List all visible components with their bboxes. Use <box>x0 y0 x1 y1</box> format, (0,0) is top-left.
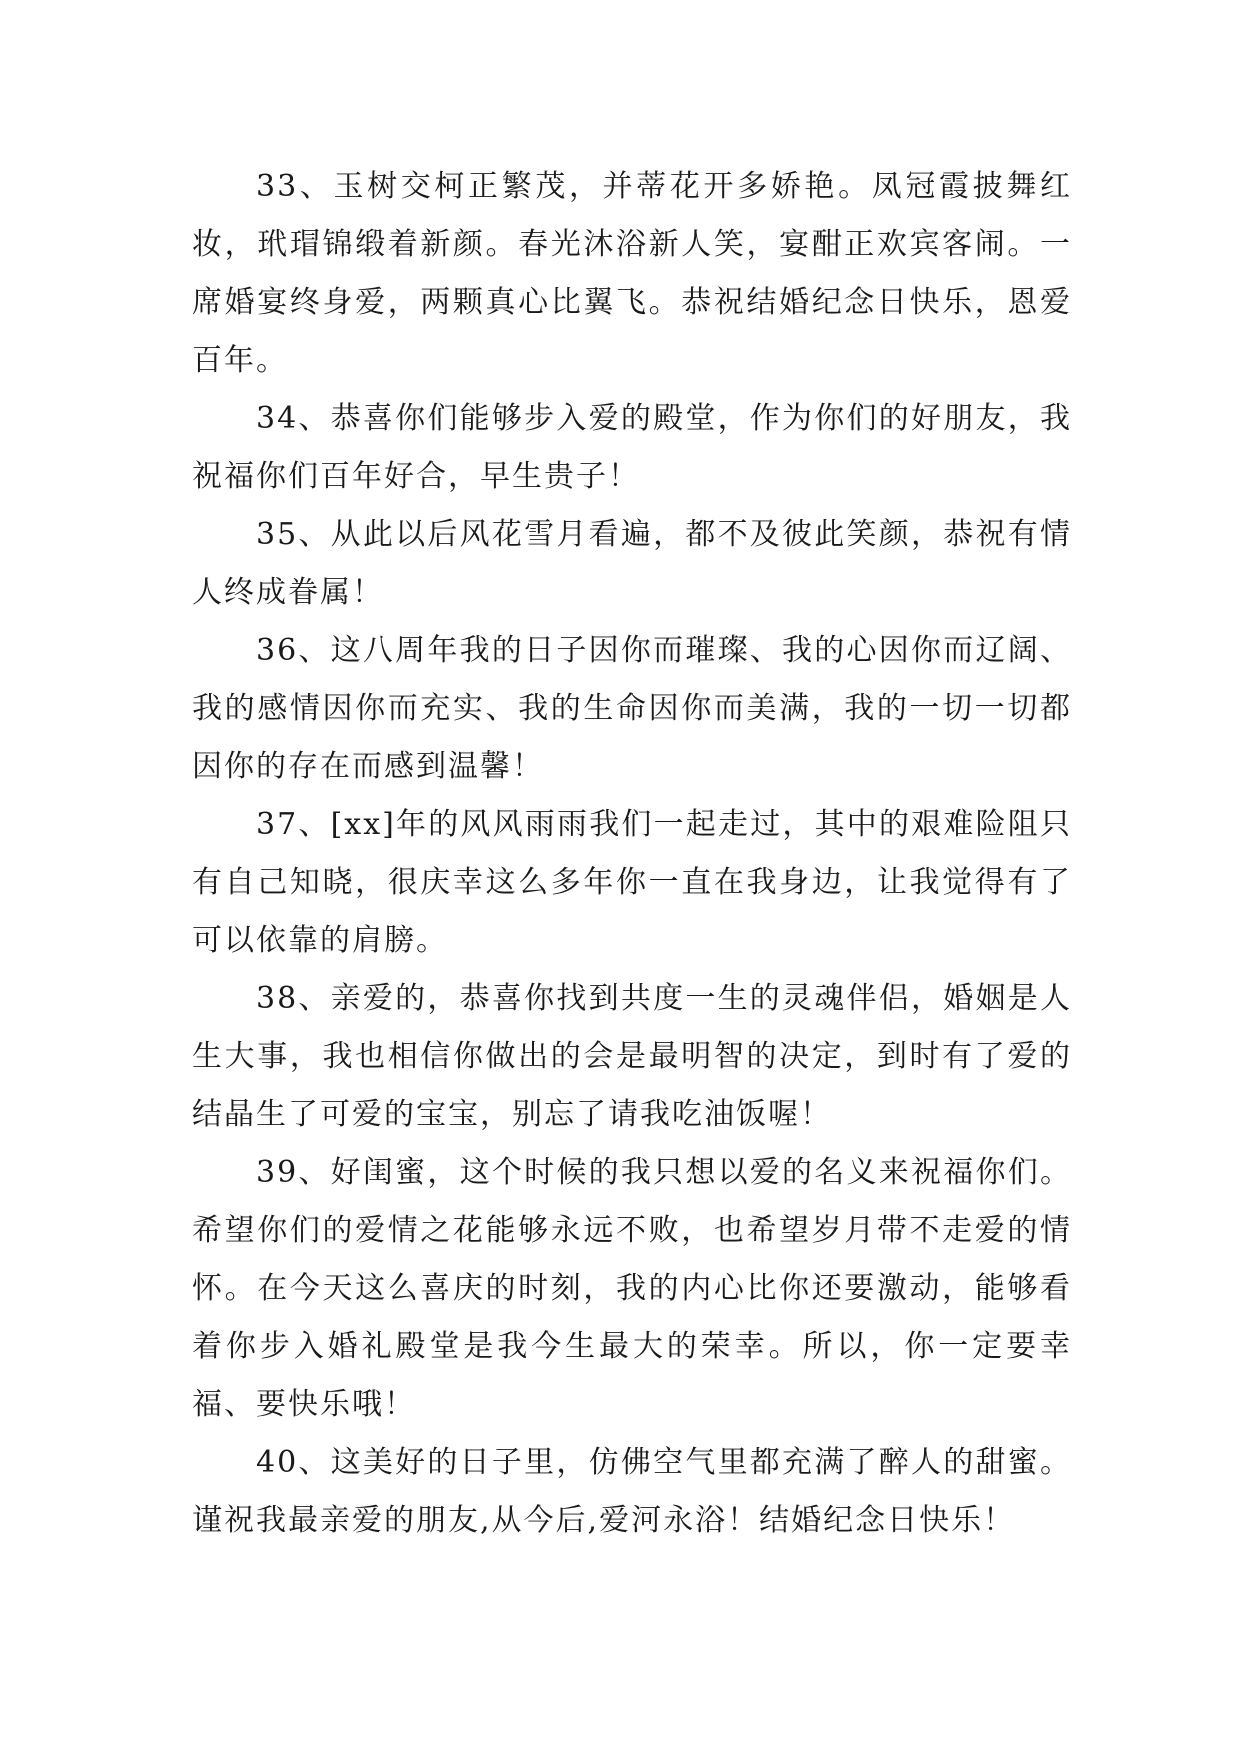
paragraph-33: 33、玉树交柯正繁茂，并蒂花开多娇艳。凤冠霞披舞红妆，玳瑁锦缎着新颜。春光沐浴新人笑，宴酣正欢宾客闹。一席婚宴终身爱，两颗真心比翼飞。恭祝结婚纪念日快乐，恩爱百年。 <box>192 169 1072 378</box>
paragraph-38: 38、亲爱的，恭喜你找到共度一生的灵魂伴侣，婚姻是人生大事，我也相信你做出的会是最明智的决定，到时有了爱的结晶生了可爱的宝宝，别忘了请我吃油饭喔！ <box>192 981 1072 1132</box>
paragraph-34: 34、恭喜你们能够步入爱的殿堂，作为你们的好朋友，我祝福你们百年好合，早生贵子！ <box>192 401 1072 494</box>
paragraph-36: 36、这八周年我的日子因你而璀璨、我的心因你而辽阔、我的感情因你而充实、我的生命因你而美满，我的一切一切都因你的存在而感到温馨！ <box>192 633 1072 784</box>
paragraph-40: 40、这美好的日子里，仿佛空气里都充满了醉人的甜蜜。谨祝我最亲爱的朋友,从今后,爱河永浴！结婚纪念日快乐！ <box>192 1445 1072 1538</box>
paragraph-37: 37、[xx]年的风风雨雨我们一起走过，其中的艰难险阻只有自己知晓，很庆幸这么多年你一直在我身边，让我觉得有了可以依靠的肩膀。 <box>192 807 1072 958</box>
paragraph-39: 39、好闺蜜，这个时候的我只想以爱的名义来祝福你们。希望你们的爱情之花能够永远不败，也希望岁月带不走爱的情怀。在今天这么喜庆的时刻，我的内心比你还要激动，能够看着你步入婚礼殿堂是我今生最大的荣幸。所以，你一定要幸福、要快乐哦！ <box>192 1155 1072 1422</box>
paragraph-35: 35、从此以后风花雪月看遍，都不及彼此笑颜，恭祝有情人终成眷属！ <box>192 517 1072 610</box>
document-body <box>192 158 1072 1550</box>
